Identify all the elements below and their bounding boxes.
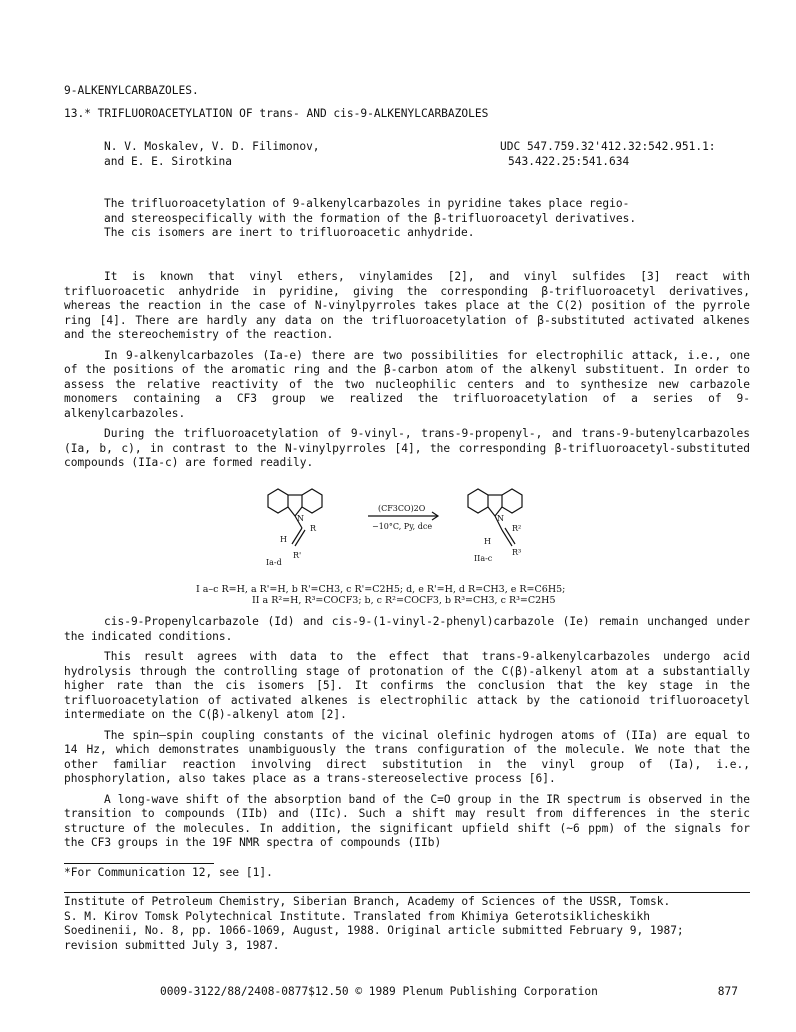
udc-line: UDC 547.759.32'412.32:542.951.1: xyxy=(500,140,716,153)
affiliation xyxy=(64,895,764,953)
affiliation-line: Institute of Petroleum Chemistry, Siberian Branch, Academy of Sciences of the USSR, Tomsk. xyxy=(64,895,671,908)
authors-line: N. V. Moskalev, V. D. Filimonov, xyxy=(104,140,320,153)
udc-code xyxy=(500,140,716,169)
scheme-conditions: −10°C, Py, dce xyxy=(372,522,433,531)
paragraph: This result agrees with data to the effect that trans-9-alkenylcarbazoles undergo acid hydrolysis through the controlling stage of protonation of the C(β)-alkenyl atom at a substantially higher rate than the cis isomers [5]. It confirms the conclusion that the key stage in the trifluoroacetylation of activated alkenes is electrophilic attack by the cationoid trifluoroacetyl intermediate on the C(β)-alkenyl atom [2]. xyxy=(64,650,750,721)
scheme-r2: R² xyxy=(512,524,522,533)
footnote: *For Communication 12, see [1]. xyxy=(64,866,273,879)
paragraph: cis-9-Propenylcarbazole (Id) and cis-9-(1-vinyl-2-phenyl)carbazole (Ie) remain unchanged under the indicated conditions. xyxy=(64,615,750,643)
scheme-h-left: H xyxy=(280,535,287,544)
scheme-r1: R' xyxy=(293,551,302,560)
legend-line: I a–c R=H, a R'=H, b R'=CH3, c R'=C2H5; d, e R'=H, d R=CH3, e R=C6H5; xyxy=(196,584,566,595)
page-number: 877 xyxy=(717,985,738,998)
affiliation-line: Soedinenii, No. 8, pp. 1066-1069, August, 1988. Original article submitted February 9, 1987; xyxy=(64,924,684,937)
copyright-notice: 0009-3122/88/2408-0877$12.50 © 1989 Plenum Publishing Corporation xyxy=(160,985,598,998)
abstract-line: and stereospecifically with the formation of the β-trifluoroacetyl derivatives. xyxy=(104,211,637,225)
authors xyxy=(104,140,320,169)
scheme-n-left: N xyxy=(297,514,304,523)
affiliation-line: S. M. Kirov Tomsk Polytechnical Institute. Translated from Khimiya Geterotsiklicheskikh xyxy=(64,909,650,923)
abstract xyxy=(104,197,744,241)
abstract-line: The cis isomers are inert to trifluoroacetic anhydride. xyxy=(104,226,475,239)
reaction-scheme xyxy=(250,480,550,575)
affiliation-line: revision submitted July 3, 1987. xyxy=(64,938,280,952)
legend-line: II a R²=H, R³=COCF3; b, c R²=COCF3, b R³=CH3, c R³=C2H5 xyxy=(252,595,556,606)
body-text-lower xyxy=(64,615,750,857)
article-title: 13.* TRIFLUOROACETYLATION OF trans- AND cis-9-ALKENYLCARBAZOLES xyxy=(64,107,489,120)
scheme-reagent: (CF3CO)2O xyxy=(378,504,426,513)
scheme-legend xyxy=(196,584,565,606)
page-footer xyxy=(160,985,760,1000)
paragraph: During the trifluoroacetylation of 9-vinyl-, trans-9-propenyl-, and trans-9-butenylcarbazoles (Ia, b, c), in contrast to the N-vinylpyrroles [4], the corresponding β-trifluoroacetyl-substituted compounds (IIa-c) are formed readily. xyxy=(64,427,750,469)
body-text-upper xyxy=(64,270,750,477)
abstract-line: The trifluoroacetylation of 9-alkenylcarbazoles in pyridine takes place regio- xyxy=(104,197,630,210)
paragraph: It is known that vinyl ethers, vinylamides [2], and vinyl sulfides [3] react with trifluoroacetic anhydride in pyridine, giving the corresponding β-trifluoroacetyl derivatives, whereas the reaction in the case of N-vinylpyrroles takes place at the C(2) position of the pyrrole ring [4]. There are hardly any data on the trifluoroacetylation of β-substituted activated alkenes and the stereochemistry of the reaction. xyxy=(64,270,750,341)
scheme-n-right: N xyxy=(497,514,504,523)
scheme-label-right: IIa-c xyxy=(474,554,493,563)
scheme-r-left: R xyxy=(310,524,317,533)
footnote-rule xyxy=(64,863,214,864)
udc-line: 543.422.25:541.634 xyxy=(508,154,630,168)
scheme-h-right: H xyxy=(484,537,491,546)
scheme-r3: R³ xyxy=(512,548,522,557)
scheme-label-left: Ia-d xyxy=(266,558,282,567)
paragraph: The spin–spin coupling constants of the vicinal olefinic hydrogen atoms of (IIa) are equal to 14 Hz, which demonstrates unambiguously the trans configuration of the molecule. We note that the other familiar reaction involving direct substitution in the vinyl group of (Ia), i.e., phosphorylation, also takes place as a trans-stereoselective process [6]. xyxy=(64,728,750,785)
paragraph: A long-wave shift of the absorption band of the C=O group in the IR spectrum is observed in the transition to compounds (IIb) and (IIc). Such a shift may result from differences in the steric structure of the molecules. In addition, the significant upfield shift (~6 ppm) of the signals for the CF3 groups in the 19F NMR spectra of compounds (IIb) xyxy=(64,792,750,849)
paragraph: In 9-alkenylcarbazoles (Ia-e) there are two possibilities for electrophilic attack, i.e., one of the positions of the aromatic ring and the β-carbon atom of the alkenyl substituent. In order to assess the relative reactivity of the two nucleophilic centers and to synthesize new carbazole monomers containing a CF3 group we realized the trifluoroacetylation of a series of 9-alkenylcarbazoles. xyxy=(64,348,750,420)
authors-line: and E. E. Sirotkina xyxy=(104,154,232,168)
affiliation-rule xyxy=(64,892,750,893)
series-heading: 9-ALKENYLCARBAZOLES. xyxy=(64,84,199,97)
